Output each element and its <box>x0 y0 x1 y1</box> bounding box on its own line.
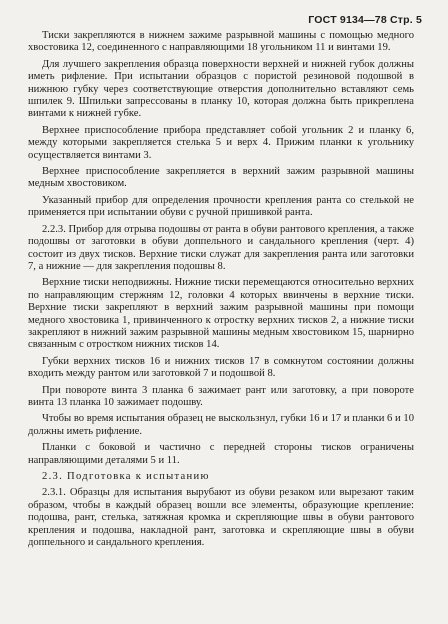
document-body <box>28 30 414 553</box>
paragraph: Указанный прибор для определения прочности крепления ранта со стелькой не применяется при испытании обуви с ручной пришивкой ранта. <box>28 194 414 219</box>
paragraph: Губки верхних тисков 16 и нижних тисков 17 в сомкнутом состоянии должны входить между рантом или заготовкой 7 и подошвой 8. <box>28 355 414 380</box>
paragraph: Верхнее приспособление прибора представляет собой угольник 2 и планку 6, между которыми закрепляется стелька 5 и верх 4. Прижим планки к угольнику осуществляется винтами 3. <box>28 124 414 161</box>
paragraph: Чтобы во время испытания образец не выскользнул, губки 16 и 17 и планки 6 и 10 должны иметь рифление. <box>28 413 414 437</box>
paragraph: 2.3.1. Образцы для испытания вырубают из обуви резаком или вырезают таким образом, чтобы в каждый образец вошли все элементы, образующие крепление: подошва, рант, стелька, затяжная кромка и скрепляющие швы в обуви рантового крепления и подошва, накладной рант, заготовка и скрепляющие швы в обуви доппельного и сандального крепления. <box>28 487 414 549</box>
paragraph: Тиски закрепляются в нижнем зажиме разрывной машины с помощью медного хвостовика 12, соединенного с направляющими 18 угольником 11 и винтами 19. <box>28 30 414 54</box>
section-heading: 2.3. Подготовка к испытанию <box>42 471 210 482</box>
paragraph: Верхние тиски неподвижны. Нижние тиски перемещаются относительно верхних по направляющим стержням 12, головки 4 которых ввинчены в верхние тиски. Верхние тиски закрепляют в верхний зажим разрывной машины при помощи медного хвостовика 1, привинченного к отростку верхних тисков 2, а нижние тиски закрепляют в нижний зажим разрывной машины медным хвостовиком 15, шарнирно связанным с отростком нижних тисков 14. <box>28 277 414 351</box>
page-header: ГОСТ 9134—78 Стр. 5 <box>308 14 422 26</box>
paragraph: 2.2.3. Прибор для отрыва подошвы от ранта в обуви рантового крепления, а также подошвы от заготовки в обуви доппельного и сандального крепления (черт. 4) состоит из двух тисков. Верхние тиски служат для закрепления ранта или заготовки 7, а нижние — для закрепления подошвы 8. <box>28 223 414 272</box>
paragraph: При повороте винта 3 планка 6 зажимает рант или заготовку, а при повороте винта 13 планка 10 зажимает подошву. <box>28 384 414 408</box>
paragraph: Для лучшего закрепления образца поверхности верхней и нижней губок должны иметь рифление. При испытании образцов с пористой резиновой подошвой в нижнюю губку через соответствующие отверстия дополнительно вставляют семь шпилек 9. Шпильки запрессованы в планку 10, которая должна быть прикреплена винтами к нижней губке. <box>28 58 414 120</box>
paragraph: Планки с боковой и частично с передней стороны тисков ограничены направляющими деталями 5 и 11. <box>28 442 414 466</box>
paragraph: Верхнее приспособление закрепляется в верхний зажим разрывной машины медным хвостовиком. <box>28 166 414 190</box>
